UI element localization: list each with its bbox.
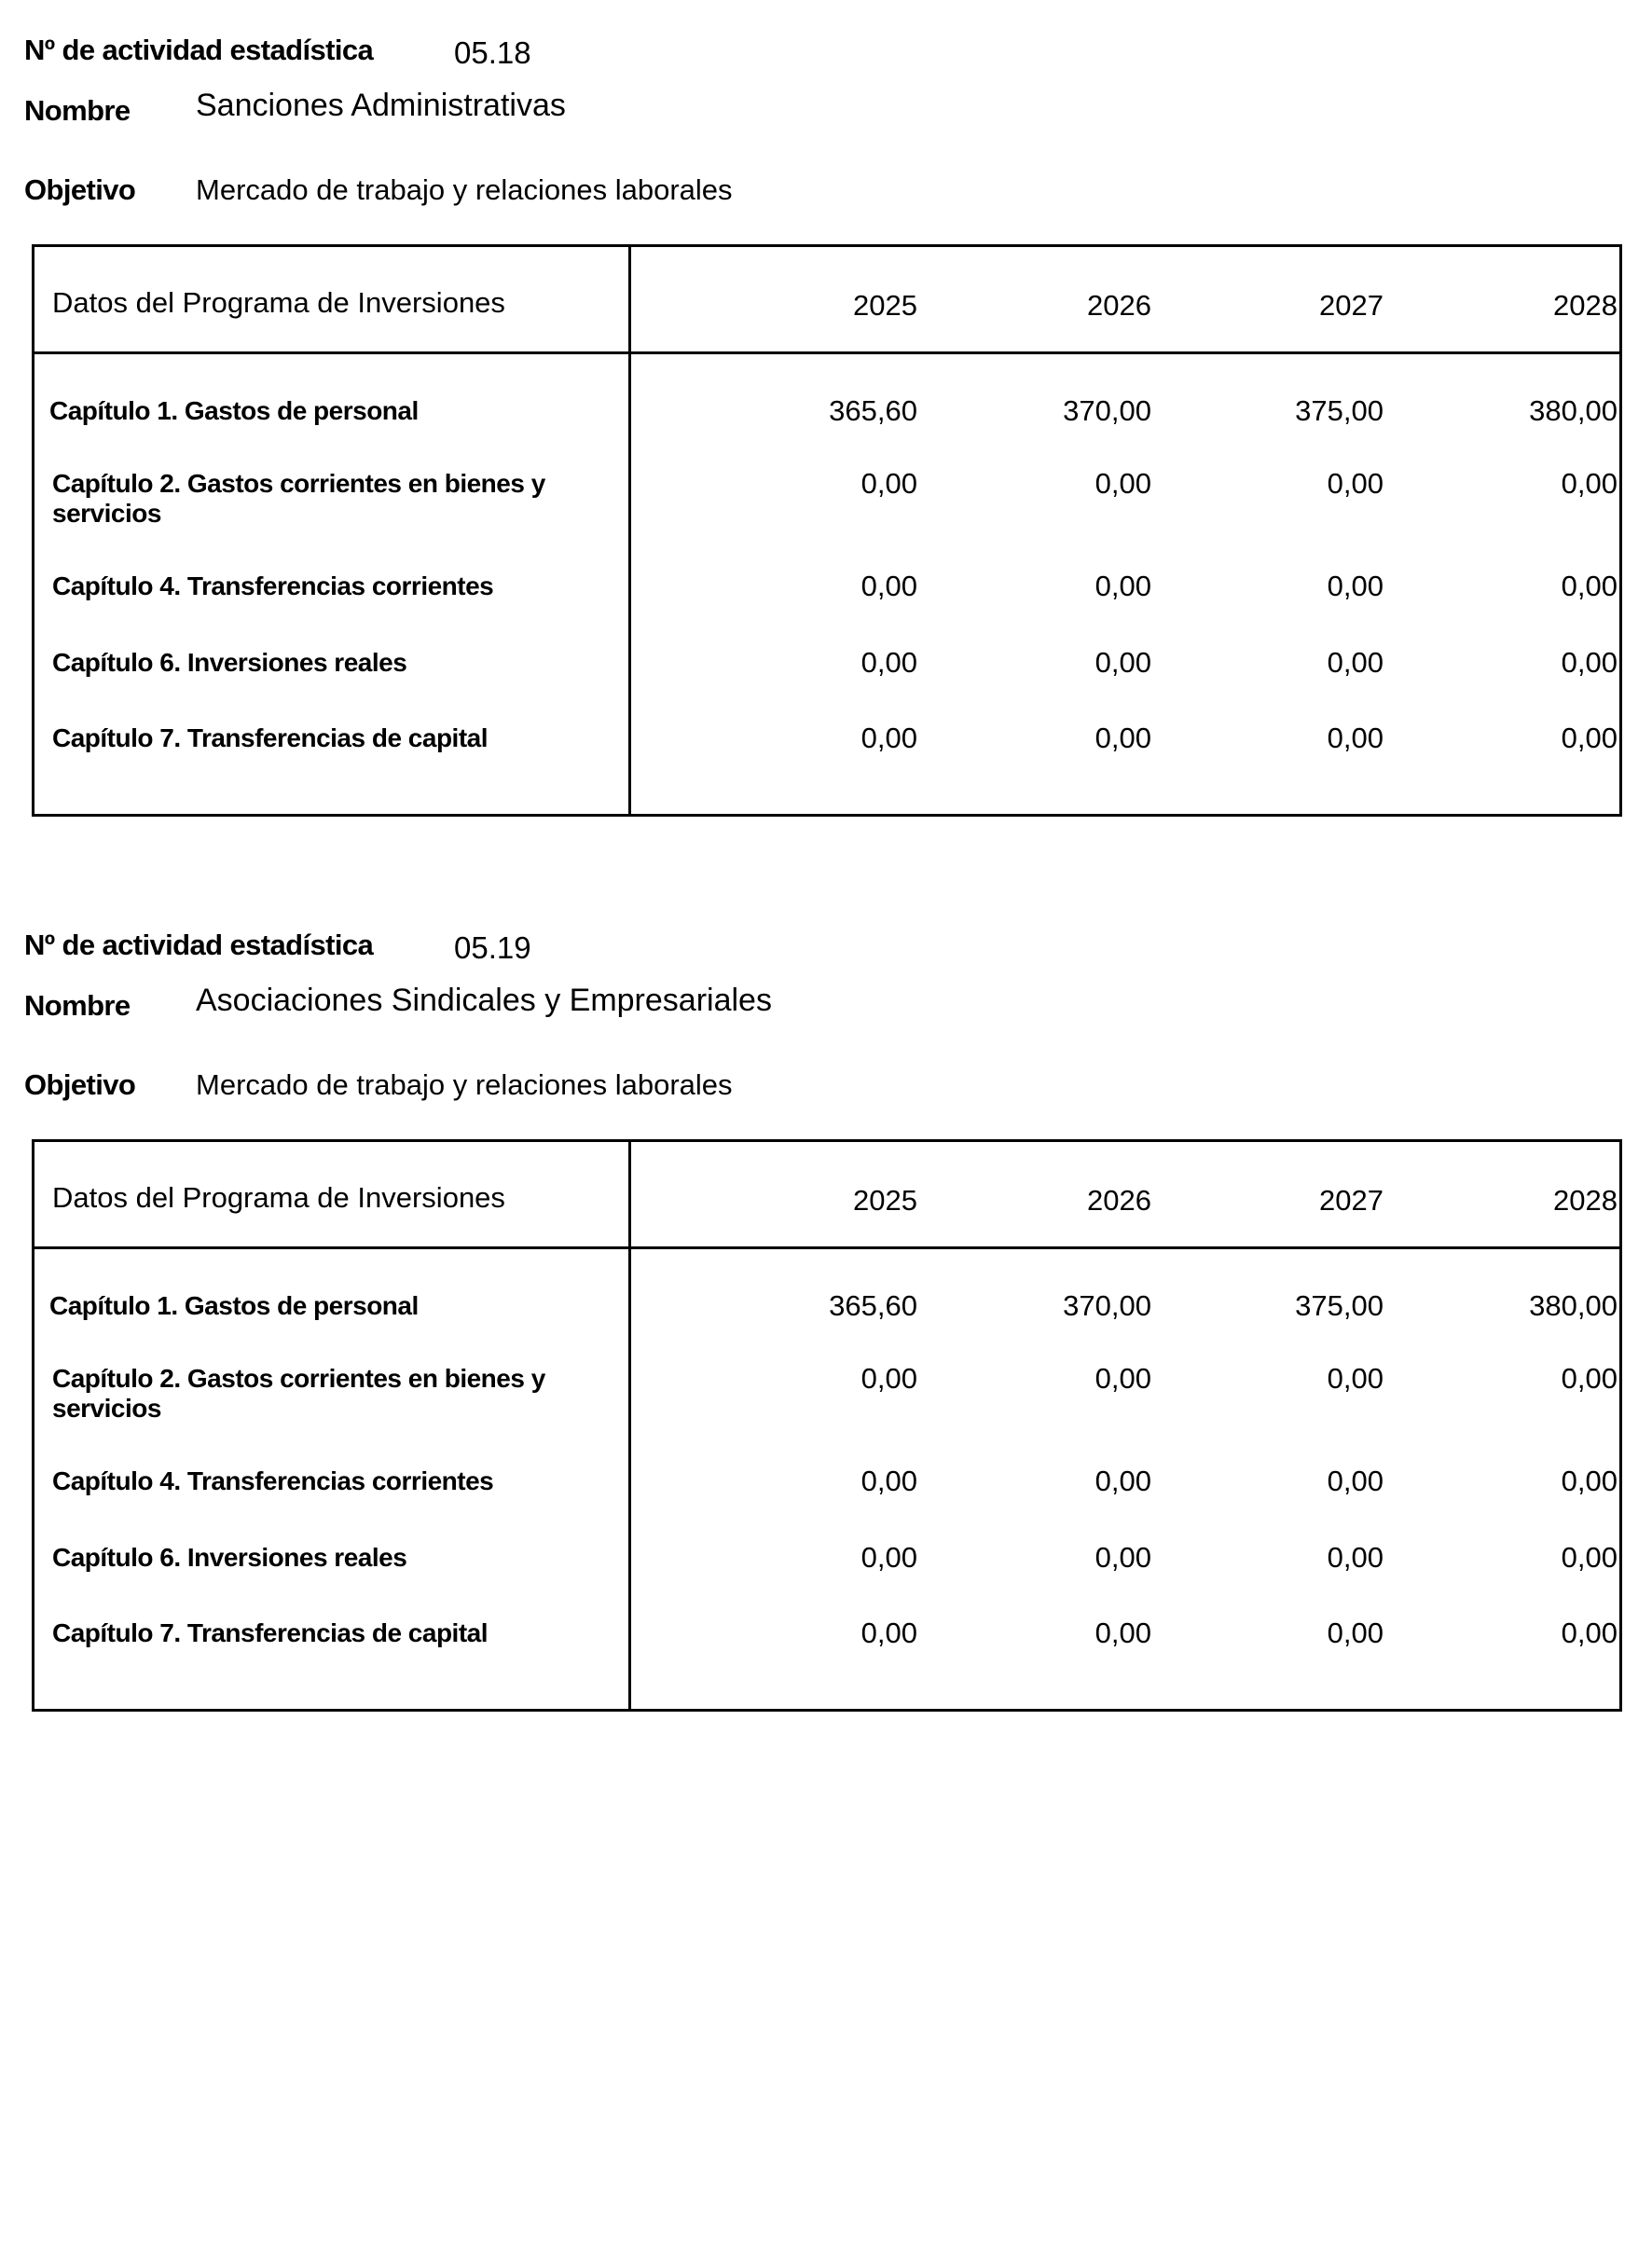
row-value: 0,00 — [1561, 1617, 1618, 1649]
row-label: Capítulo 4. Transferencias corrientes — [52, 571, 494, 600]
row-value: 0,00 — [1561, 646, 1618, 679]
row-value: 0,00 — [1094, 646, 1151, 679]
table-header-title: Datos del Programa de Inversiones — [52, 1181, 505, 1214]
objective-label: Objetivo — [24, 173, 136, 206]
row-value: 0,00 — [1327, 722, 1384, 754]
row-value: 0,00 — [1094, 1617, 1151, 1649]
row-value: 370,00 — [1063, 394, 1151, 427]
row-value: 0,00 — [1561, 1465, 1618, 1497]
year-header: 2027 — [1319, 1184, 1384, 1217]
row-value: 0,00 — [860, 1362, 917, 1395]
row-value: 0,00 — [1561, 1362, 1618, 1395]
table-header-title: Datos del Programa de Inversiones — [52, 286, 505, 319]
activity-block-05-18 — [0, 0, 1652, 811]
row-label: Capítulo 1. Gastos de personal — [49, 396, 419, 425]
activity-number-label: Nº de actividad estadística — [24, 929, 374, 961]
row-label: Capítulo 2. Gastos corrientes en bienes y servicios — [52, 469, 545, 528]
year-header: 2028 — [1553, 289, 1618, 322]
row-value: 0,00 — [1327, 646, 1384, 679]
row-value: 0,00 — [1327, 1541, 1384, 1574]
row-value: 0,00 — [860, 1465, 917, 1497]
name-value: Asociaciones Sindicales y Empresariales — [196, 983, 772, 1018]
row-value: 0,00 — [860, 467, 917, 500]
row-label: Capítulo 6. Inversiones reales — [52, 648, 407, 677]
column-divider — [628, 247, 631, 814]
column-divider — [628, 1142, 631, 1709]
name-label: Nombre — [24, 989, 131, 1022]
row-label: Capítulo 6. Inversiones reales — [52, 1543, 407, 1572]
row-value: 375,00 — [1295, 394, 1384, 427]
row-value: 0,00 — [1561, 722, 1618, 754]
activity-block-05-19 — [0, 895, 1652, 1706]
row-value: 0,00 — [1327, 1617, 1384, 1649]
row-label: Capítulo 1. Gastos de personal — [49, 1291, 419, 1320]
name-value: Sanciones Administrativas — [196, 88, 566, 123]
activity-number-value: 05.18 — [454, 35, 531, 70]
row-value: 375,00 — [1295, 1289, 1384, 1322]
row-value: 0,00 — [1094, 1362, 1151, 1395]
row-label: Capítulo 2. Gastos corrientes en bienes y servicios — [52, 1364, 545, 1423]
objective-value: Mercado de trabajo y relaciones laborales — [196, 173, 733, 206]
row-value: 380,00 — [1529, 394, 1618, 427]
row-value: 0,00 — [1327, 1362, 1384, 1395]
objective-label: Objetivo — [24, 1068, 136, 1101]
row-value: 0,00 — [1094, 722, 1151, 754]
row-value: 0,00 — [860, 646, 917, 679]
row-label: Capítulo 4. Transferencias corrientes — [52, 1466, 494, 1495]
row-value: 0,00 — [860, 570, 917, 602]
year-header: 2025 — [853, 1184, 917, 1217]
row-value: 0,00 — [860, 1541, 917, 1574]
year-header: 2026 — [1087, 289, 1151, 322]
row-label: Capítulo 7. Transferencias de capital — [52, 723, 489, 752]
objective-value: Mercado de trabajo y relaciones laborales — [196, 1068, 733, 1101]
investment-table — [32, 244, 1622, 817]
row-value: 0,00 — [1094, 1465, 1151, 1497]
row-value: 0,00 — [1094, 570, 1151, 602]
year-header: 2026 — [1087, 1184, 1151, 1217]
year-header: 2028 — [1553, 1184, 1618, 1217]
row-value: 0,00 — [1327, 570, 1384, 602]
row-value: 380,00 — [1529, 1289, 1618, 1322]
header-divider — [34, 351, 1619, 354]
activity-number-label: Nº de actividad estadística — [24, 34, 374, 66]
row-value: 0,00 — [1327, 1465, 1384, 1497]
row-value: 0,00 — [860, 1617, 917, 1649]
row-value: 0,00 — [1327, 467, 1384, 500]
row-value: 0,00 — [1561, 467, 1618, 500]
row-value: 0,00 — [860, 722, 917, 754]
year-header: 2025 — [853, 289, 917, 322]
name-label: Nombre — [24, 94, 131, 127]
row-value: 0,00 — [1094, 467, 1151, 500]
row-value: 365,60 — [829, 394, 917, 427]
row-value: 370,00 — [1063, 1289, 1151, 1322]
header-divider — [34, 1246, 1619, 1249]
row-label: Capítulo 7. Transferencias de capital — [52, 1618, 489, 1647]
year-header: 2027 — [1319, 289, 1384, 322]
row-value: 0,00 — [1561, 570, 1618, 602]
row-value: 0,00 — [1561, 1541, 1618, 1574]
activity-number-value: 05.19 — [454, 930, 531, 965]
row-value: 0,00 — [1094, 1541, 1151, 1574]
row-value: 365,60 — [829, 1289, 917, 1322]
investment-table — [32, 1139, 1622, 1712]
